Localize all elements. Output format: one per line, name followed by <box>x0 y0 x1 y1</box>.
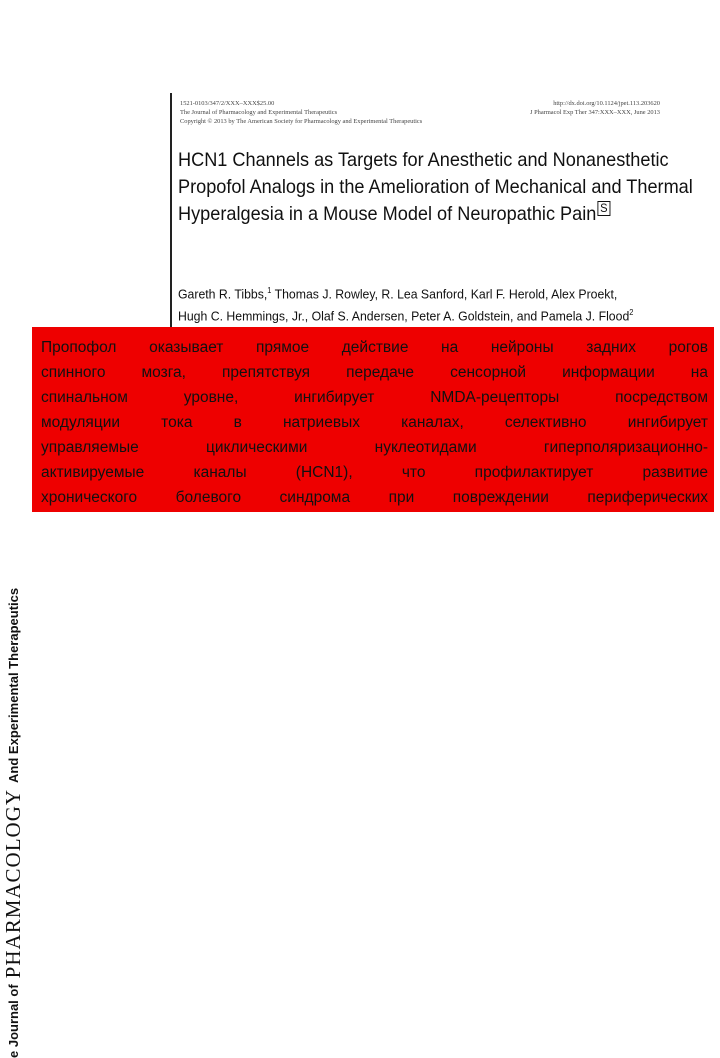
header-left-line: Copyright © 2013 by The American Society for Pharmacology and Experimental Therapeutics <box>180 118 423 125</box>
summary-text <box>41 335 708 510</box>
article-header-right <box>530 99 660 117</box>
author-affiliation-sup: 1 <box>267 286 272 295</box>
header-left-line: 1521-0103/347/2/XXX–XXX$25.00 <box>180 100 275 107</box>
journal-spine <box>0 0 25 1058</box>
authors-line <box>178 281 643 303</box>
summary-line: хронического болевого синдрома при повреждении периферических <box>41 489 708 506</box>
summary-line: спинного мозга, препятствуя передаче сенсорной информации на <box>41 364 708 381</box>
title-line: Hyperalgesia in a Mouse Model of Neuropathic Pain <box>178 203 597 225</box>
summary-line: активируемые каналы (HCN1), что профилактирует развитие <box>41 464 708 481</box>
authors-line-1-start: Gareth R. Tibbs, <box>178 286 268 302</box>
summary-line: модуляции тока в натриевых каналах, селективно ингибирует <box>41 414 708 431</box>
journal-spine-label <box>2 518 24 1058</box>
article-title <box>178 147 693 228</box>
authors-line-1-rest: Thomas J. Rowley, R. Lea Sanford, Karl F. Herold, Alex Proekt, <box>271 286 618 302</box>
author-affiliation-sup: 2 <box>629 308 634 318</box>
title-line-last <box>178 201 634 228</box>
supplemental-badge: S <box>597 201 610 216</box>
authors-line-2: Hugh C. Hemmings, Jr., Olaf S. Andersen, Peter A. Goldstein, and Pamela J. Flood <box>178 308 630 324</box>
spine-journal-name: PHARMACOLOGY <box>0 788 25 979</box>
header-right-line: J Pharmacol Exp Ther 347:XXX–XXX, June 2013 <box>530 109 660 116</box>
summary-line: управляемые циклическими нуклеотидами гиперполяризационно- <box>41 439 708 456</box>
spine-prefix: e Journal of <box>5 984 21 1058</box>
header-left-line: The Journal of Pharmacology and Experimental Therapeutics <box>180 109 338 116</box>
spine-suffix: And Experimental Therapeutics <box>5 587 21 783</box>
title-line: Propofol Analogs in the Amelioration of Mechanical and Thermal <box>178 176 693 198</box>
authors-line <box>178 303 643 325</box>
summary-line: спинальном уровне, ингибирует NMDA-рецепторы посредством <box>41 389 708 406</box>
article-left-edge <box>170 93 172 328</box>
article-header-left <box>180 99 422 126</box>
title-line: HCN1 Channels as Targets for Anesthetic and Nonanesthetic <box>178 149 669 171</box>
article-header-image <box>170 93 693 328</box>
article-authors <box>178 281 643 326</box>
header-right-line: http://dx.doi.org/10.1124/jpet.113.203620 <box>553 100 660 107</box>
summary-line: Пропофол оказывает прямое действие на нейроны задних рогов <box>41 339 708 356</box>
